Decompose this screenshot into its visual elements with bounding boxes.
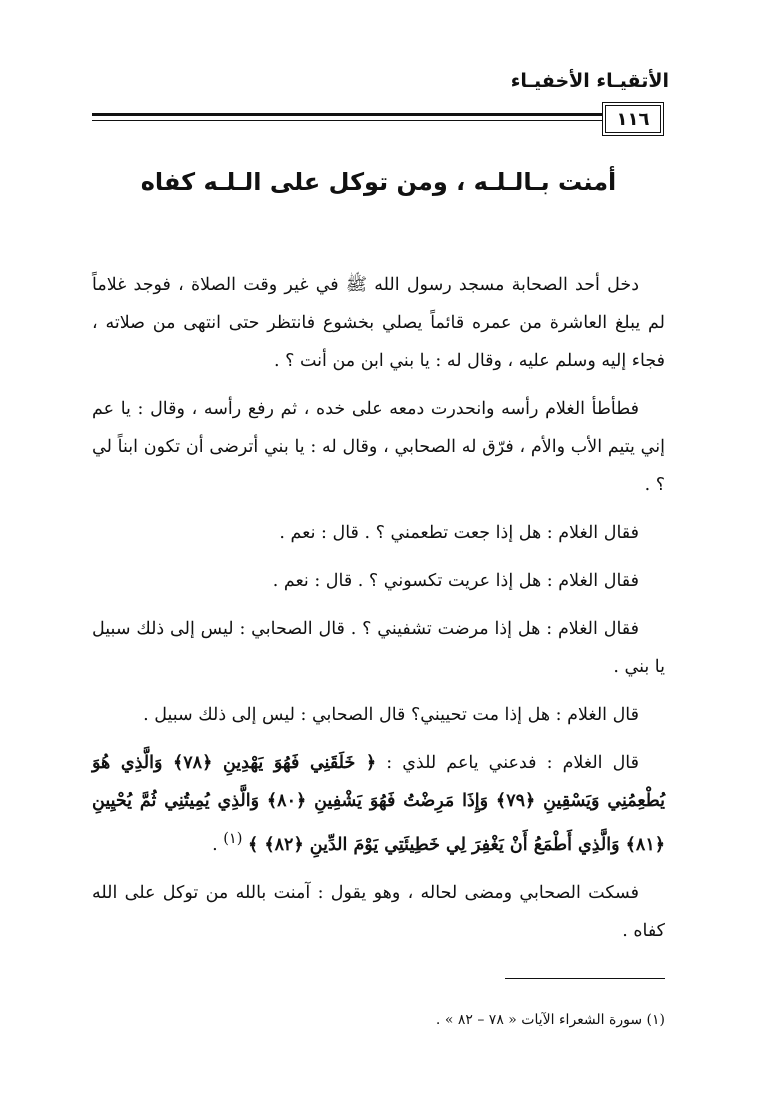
paragraph-1: دخل أحد الصحابة مسجد رسول الله ﷺ في غير وقت الصلاة ، فوجد غلاماً لم يبلغ العاشرة من عمره قائماً يصلي بخشوع فانتظر حتى انتهى من صلاته ، فجاء إليه وسلم عليه ، وقال له : يا بني ابن من أنت ؟ . [92, 275, 665, 371]
paragraph-2: فطأطأ الغلام رأسه وانحدرت دمعه على خده ، ثم رفع رأسه ، وقال : يا عم إني يتيم الأب والأم ، فرّق له الصحابي ، وقال له : يا بني أترضى أن تكون ابناً لي ؟ . [92, 399, 665, 495]
paragraph-3: فقال الغلام : هل إذا جعت تطعمني ؟ . قال : نعم . [279, 523, 639, 543]
paragraph-4: فقال الغلام : هل إذا عريت تكسوني ؟ . قال : نعم . [272, 571, 639, 591]
header-rule-thin [92, 120, 645, 121]
quran-intro: قال الغلام : فدعني ياعم للذي : [386, 753, 639, 773]
body-text [92, 266, 665, 960]
paragraph-final: فسكت الصحابي ومضى لحاله ، وهو يقول : آمنت بالله من توكل على الله كفاه . [92, 882, 665, 941]
header-rule-thick [92, 113, 645, 116]
footnote-ref: (١) [223, 830, 243, 847]
quran-end: . [212, 834, 218, 855]
paragraph-6: قال الغلام : هل إذا مت تحييني؟ قال الصحابي : ليس إلى ذلك سبيل . [143, 705, 639, 725]
paragraph-5: فقال الغلام : هل إذا مرضت تشفيني ؟ . قال الصحابي : ليس إلى ذلك سبيل يا بني . [92, 619, 665, 677]
quran-paragraph [92, 744, 665, 864]
footnote: (١) سورة الشعراء الآيات « ٧٨ – ٨٢ » . [435, 1012, 665, 1028]
chapter-title: أمنت بـالـلـه ، ومن توكل على الـلـه كفاه [140, 168, 617, 196]
running-title: الأتقيـاء الأخفيـاء [510, 70, 669, 92]
quran-verse: ﴿ خَلَقَنِي فَهُوَ يَهْدِينِ ﴿٧٨﴾ وَالَّذِي هُوَ يُطْعِمُنِي وَيَسْقِينِ ﴿٧٩﴾ وَإِذَا مَرِضْتُ فَهُوَ يَشْفِينِ ﴿٨٠﴾ وَالَّذِي يُمِيتُنِي ثُمَّ يُحْيِينِ ﴿٨١﴾ وَالَّذِي أَطْمَعُ أَنْ يَغْفِرَ لِي خَطِيئَتِي يَوْمَ الدِّينِ ﴿٨٢﴾ ﴾ [92, 753, 666, 855]
page-number: ١١٦ [602, 102, 664, 136]
footnote-rule [505, 978, 665, 979]
